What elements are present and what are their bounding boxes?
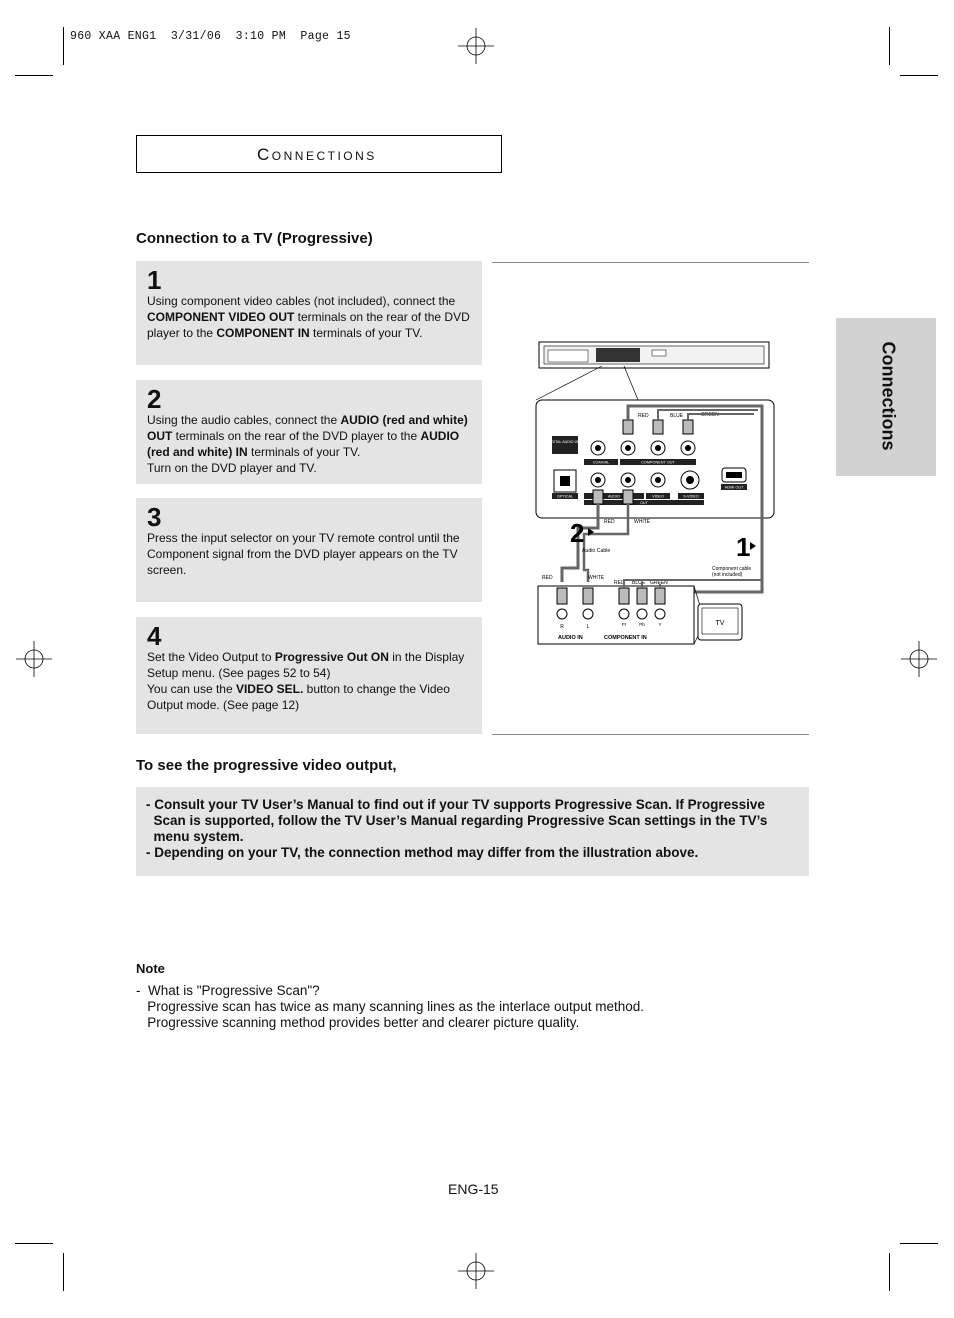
crop-mark	[900, 75, 938, 76]
out-label: OUT	[640, 501, 648, 505]
subsection-heading: To see the progressive video output,	[136, 757, 397, 774]
bullet-line: Scan is supported, follow the TV User’s Manual regarding Progressive Scan settings in the TV’s	[146, 813, 768, 828]
note-title: Note	[136, 961, 165, 976]
step-number: 2	[147, 384, 162, 414]
step-number: 3	[147, 502, 162, 532]
page-number: ENG-15	[448, 1181, 499, 1197]
page-title: Connections	[257, 145, 377, 164]
pb-label: Pb	[639, 622, 645, 627]
s-video-label: S-VIDEO	[683, 494, 699, 499]
step-text: Using component video cables (not included), connect the COMPONENT VIDEO OUT terminals on the rear of the DVD player to the COMPONENT IN terminals of your TV.	[147, 294, 470, 340]
audio-cable-label: Audio Cable	[582, 548, 611, 554]
page-title-box	[136, 135, 502, 173]
audio-label: AUDIO	[607, 494, 621, 499]
crop-mark	[63, 1253, 64, 1291]
step-box-3	[136, 498, 482, 602]
note-line: - What is "Progressive Scan"?	[136, 983, 320, 998]
registration-mark-icon	[458, 1253, 494, 1289]
step-2-marker: 2	[570, 518, 585, 548]
video-label: VIDEO	[652, 494, 664, 499]
left-channel-label: L	[586, 624, 590, 630]
white-label: WHITE	[634, 519, 651, 525]
bullet-line: - Consult your TV User’s Manual to find out if your TV supports Progressive Scan. If Progressive	[146, 797, 765, 812]
registration-mark-icon	[458, 28, 494, 64]
section-heading: Connection to a TV (Progressive)	[136, 230, 373, 247]
red-label: RED	[542, 575, 553, 581]
crop-mark	[15, 75, 53, 76]
pr-label: Pr	[621, 622, 627, 627]
tv-label: TV	[715, 620, 725, 627]
printer-slug: 960 XAA ENG1 3/31/06 3:10 PM Page 15	[70, 30, 351, 43]
bullet-line: - Depending on your TV, the connection method may differ from the illustration above.	[146, 845, 699, 860]
coaxial-label: COAXIAL	[592, 460, 610, 465]
side-tab-label: Connections	[878, 341, 899, 451]
crop-mark	[900, 1243, 938, 1244]
hdmi-out-label: HDMI OUT	[724, 485, 744, 490]
y-label: Y	[658, 622, 662, 627]
crop-mark	[889, 1253, 890, 1291]
red-label: RED	[614, 580, 625, 586]
component-in-label: COMPONENT IN	[604, 635, 647, 641]
section-side-tab	[836, 318, 936, 476]
digital-audio-out-label: DIGITAL AUDIO OUT	[547, 440, 583, 444]
optical-label: OPTICAL	[556, 494, 574, 499]
crop-mark	[15, 1243, 53, 1244]
step-text: Press the input selector on your TV remote control until the Component signal from the DVD player appears on the TV screen.	[147, 531, 460, 577]
step-number: 4	[147, 621, 162, 651]
registration-mark-icon	[901, 641, 937, 677]
divider	[492, 262, 809, 263]
red-label: RED	[604, 519, 615, 525]
crop-mark	[63, 27, 64, 65]
instructions-box	[136, 787, 809, 876]
step-number: 1	[147, 265, 162, 295]
audio-in-label: AUDIO IN	[558, 635, 583, 641]
blue-label: BLUE	[632, 580, 646, 586]
divider	[492, 734, 809, 735]
step-1-marker: 1	[736, 532, 751, 562]
step-box-2	[136, 380, 482, 484]
green-label: GREEN	[650, 580, 668, 586]
crop-mark	[889, 27, 890, 65]
white-label: WHITE	[588, 575, 605, 581]
component-out-label: COMPONENT OUT	[641, 460, 675, 465]
green-label: GREEN	[701, 412, 719, 418]
note-body	[136, 983, 644, 1031]
component-cable-label: Component cable (not included)	[712, 566, 752, 578]
red-label: RED	[638, 413, 649, 419]
step-text: Using the audio cables, connect the AUDIO (red and white) OUT terminals on the rear of the DVD player to the AUDIO (red and white) IN terminals of your TV. Turn on the DVD player and TV.	[147, 413, 468, 475]
step-text: Set the Video Output to Progressive Out ON in the Display Setup menu. (See pages 52 to 54) You can use the VIDEO SEL. button to change the Video Output mode. (See page 12)	[147, 650, 465, 712]
blue-label: BLUE	[670, 413, 684, 419]
step-box-4	[136, 617, 482, 734]
step-box-1	[136, 261, 482, 365]
registration-mark-icon	[16, 641, 52, 677]
note-line: Progressive scanning method provides better and clearer picture quality.	[136, 1015, 580, 1030]
connection-diagram	[492, 330, 792, 660]
note-line: Progressive scan has twice as many scanning lines as the interlace output method.	[136, 999, 645, 1014]
right-channel-label: R	[560, 624, 564, 630]
bullet-line: menu system.	[146, 829, 244, 844]
